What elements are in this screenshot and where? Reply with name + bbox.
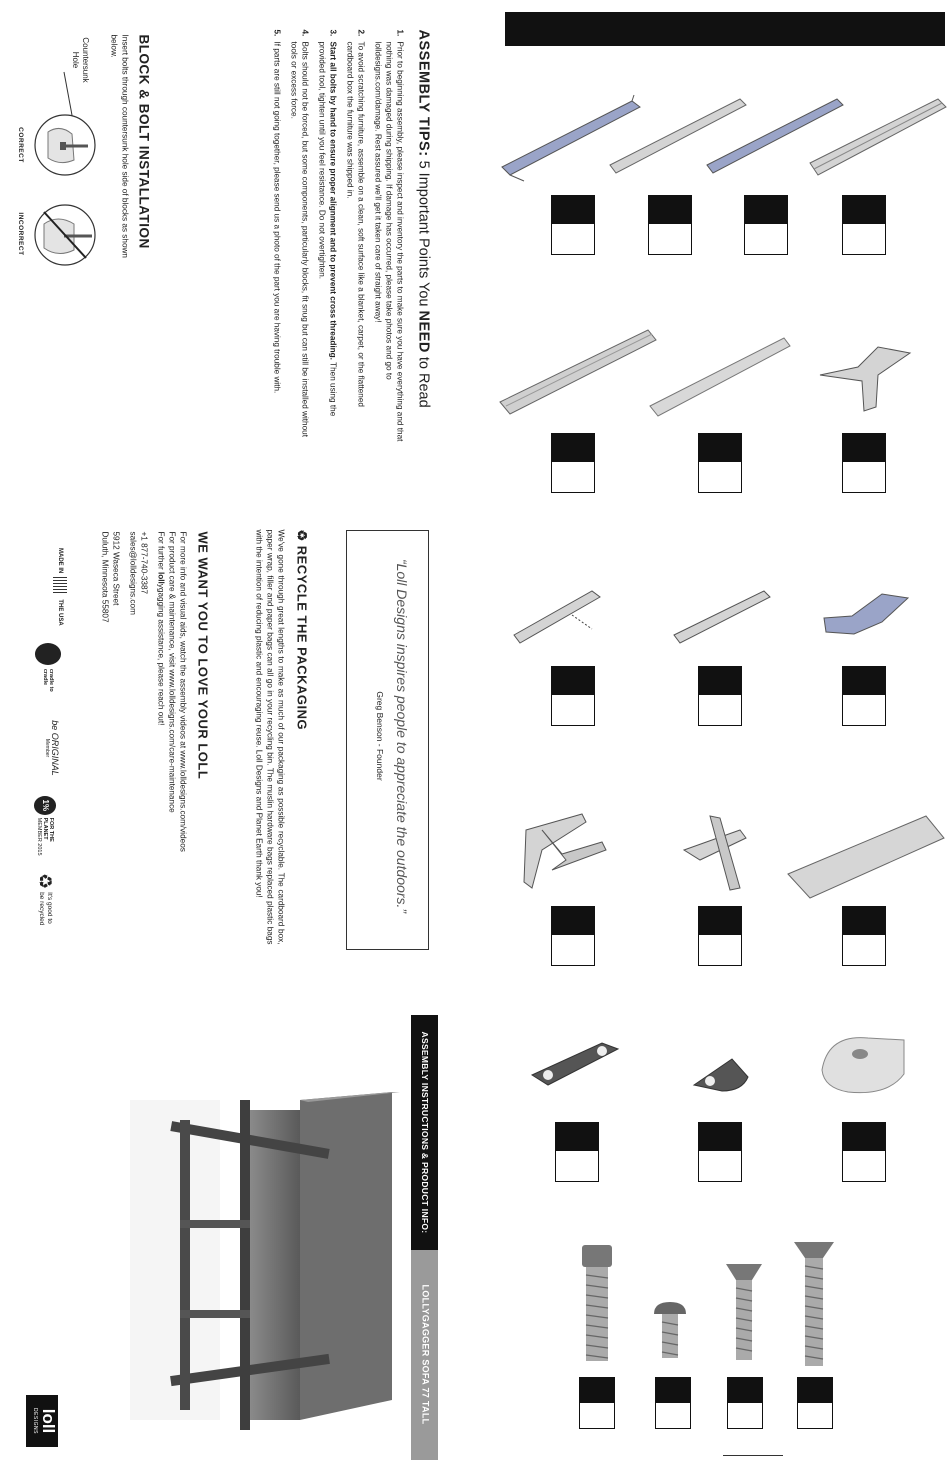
love-line-2: For product care & maintenance, visit www.lolldesigns.com/care-maintenance <box>167 531 177 813</box>
love-address-1: 5912 Waseca Street <box>111 531 121 606</box>
tip-2: 2. To avoid scratching furniture, assemble on a clean, soft surface like a blanket, carpet, or the flattened cardboard box the furniture was shipped in. <box>345 29 366 407</box>
part-support-arm-2-illustration <box>672 585 772 645</box>
recycle-icon: ♻ <box>294 529 310 542</box>
divider-line <box>723 1455 783 1456</box>
part-label-box <box>698 906 742 966</box>
connector-plate-illustration <box>528 1035 623 1090</box>
part-label-box <box>555 1122 599 1182</box>
tip-1: 1. Prior to beginning assembly, please inspect and inventory the parts to make sure you have everything and that nothing was damaged during shipping. If damage has occurred, please take photos and go to lolldesigns.com/damage. Rest assured we'll get it taken care of straight away! <box>373 29 405 442</box>
one-percent-planet-badge: 1% FOR THE PLANET MEMBER 2015 <box>30 796 60 858</box>
part-label-box <box>698 433 742 493</box>
header-bar <box>505 12 945 46</box>
part-label-box <box>842 433 886 493</box>
tip-3: 3. Start all bolts by hand to ensure proper alignment and to prevent cross threading. Then using the provided tool, tighten until you feel resistance. Do not overtighten. <box>317 29 338 417</box>
part-label-box <box>698 666 742 726</box>
correct-block-illustration <box>30 110 100 180</box>
part-seat-panel-illustration <box>786 812 946 902</box>
one-percent-icon: 1% <box>34 796 56 815</box>
cradle-to-cradle-badge: cradle to cradle <box>30 643 66 703</box>
block-bolt-text: Insert bolts through countersunk hole side of blocks as shown below. <box>109 34 130 258</box>
correct-label: CORRECT <box>17 127 24 163</box>
part-label-box <box>551 433 595 493</box>
assembly-tips <box>200 30 432 445</box>
incorrect-label: INCORRECT <box>17 212 24 256</box>
be-original-badge: be ORIGINAL Member <box>44 720 60 776</box>
bolt-label-box <box>579 1377 615 1429</box>
assembly-tips-title: ASSEMBLY TIPS: 5 Important Points You NEED to Read <box>415 29 432 408</box>
socket-cap-bolt-illustration <box>578 1245 618 1365</box>
part-label-box <box>551 666 595 726</box>
incorrect-block-illustration <box>30 200 100 270</box>
banner-instructions-title: ASSEMBLY INSTRUCTIONS & PRODUCT INFO: <box>420 1031 430 1234</box>
sofa-illustration <box>150 1080 400 1430</box>
part-flat-rail-illustration <box>648 330 793 420</box>
part-label-box <box>698 1122 742 1182</box>
usa-map-icon <box>53 577 67 595</box>
love-address-2: Duluth, Minnesota 55807 <box>100 531 110 623</box>
love-line-3: For further lollygagging assistance, please reach out! <box>156 531 166 726</box>
tip-5: 5. If parts are still not going together, please send us a photo of the part you are having trouble with. <box>272 29 282 394</box>
recycled-badge: ♻ It's good to be recycled <box>35 873 56 926</box>
love-line-1: For more info and visual aids, watch the assembly videos at www.lolldesigns.com/videos <box>178 531 188 852</box>
part-label-box <box>551 195 595 255</box>
love-phone: +1 877-740-3387 <box>139 531 149 595</box>
cradle-to-cradle-icon <box>35 643 61 665</box>
bolt-label-box <box>797 1377 833 1429</box>
bolt-label-box <box>655 1377 691 1429</box>
love-email: sales@lolldesigns.com <box>128 531 138 615</box>
block-washer-illustration <box>692 1055 752 1095</box>
part-arm-cap-illustration <box>822 588 912 638</box>
recycle-text: We've gone through great lengths to make as much of our packaging as possible recyclable. The cardboard box, paper wrap, filler and paper bags can all go in your recycling bin. The muslin hardware bags replaced plastic bags with the intention of reducing plastic and encouraging reuse. Loll Designs and Planet Earth thank you! <box>254 529 286 945</box>
part-frame-x-1-illustration <box>522 810 612 890</box>
part-leg-bracket-illustration <box>818 345 913 415</box>
part-label-box <box>842 195 886 255</box>
part-label-box <box>551 906 595 966</box>
recycled-icon: ♻ <box>35 873 56 890</box>
tip-4: 4. Bolts should not be forced, but some components, particularly blocks, fit snug but can still be installed without tools or excess force. <box>289 29 310 437</box>
recycle-title: RECYCLE THE PACKAGING <box>294 545 310 731</box>
recycle-packaging <box>232 530 310 945</box>
part-label-box <box>842 906 886 966</box>
made-in-usa-badge: MADE IN THE USA <box>42 548 78 628</box>
block-bolt-title: BLOCK & BOLT INSTALLATION <box>136 34 152 249</box>
banner-product-name: LOLLYGAGGER SOFA 77 TALL <box>420 1284 431 1425</box>
part-support-arm-1-illustration <box>512 585 602 645</box>
part-rail-4-illustration <box>808 95 948 180</box>
part-frame-x-2-illustration <box>680 810 770 890</box>
love-your-loll <box>89 532 211 947</box>
part-label-box <box>744 195 788 255</box>
quote-author: Greg Benson - Founder <box>375 691 385 781</box>
countersunk-callout: Countersunk Hole <box>71 37 90 83</box>
quote <box>345 531 421 941</box>
love-title: WE WANT YOU TO LOVE YOUR LOLL <box>195 531 211 780</box>
countersunk-bolt-short-illustration <box>724 1262 764 1362</box>
part-seat-slat-illustration <box>498 320 658 420</box>
loll-logo-text: loll DESIGNS <box>32 1407 58 1434</box>
button-head-bolt-illustration <box>652 1300 688 1360</box>
bolt-label-box <box>727 1377 763 1429</box>
countersunk-bolt-long-illustration <box>792 1240 836 1368</box>
spacer-block-illustration <box>818 1030 908 1100</box>
block-bolt-installation <box>108 35 152 270</box>
quote-text: “Loll Designs inspires people to appreciate the outdoors.” <box>394 558 410 914</box>
part-label-box <box>648 195 692 255</box>
part-label-box <box>842 1122 886 1182</box>
part-label-box <box>842 666 886 726</box>
